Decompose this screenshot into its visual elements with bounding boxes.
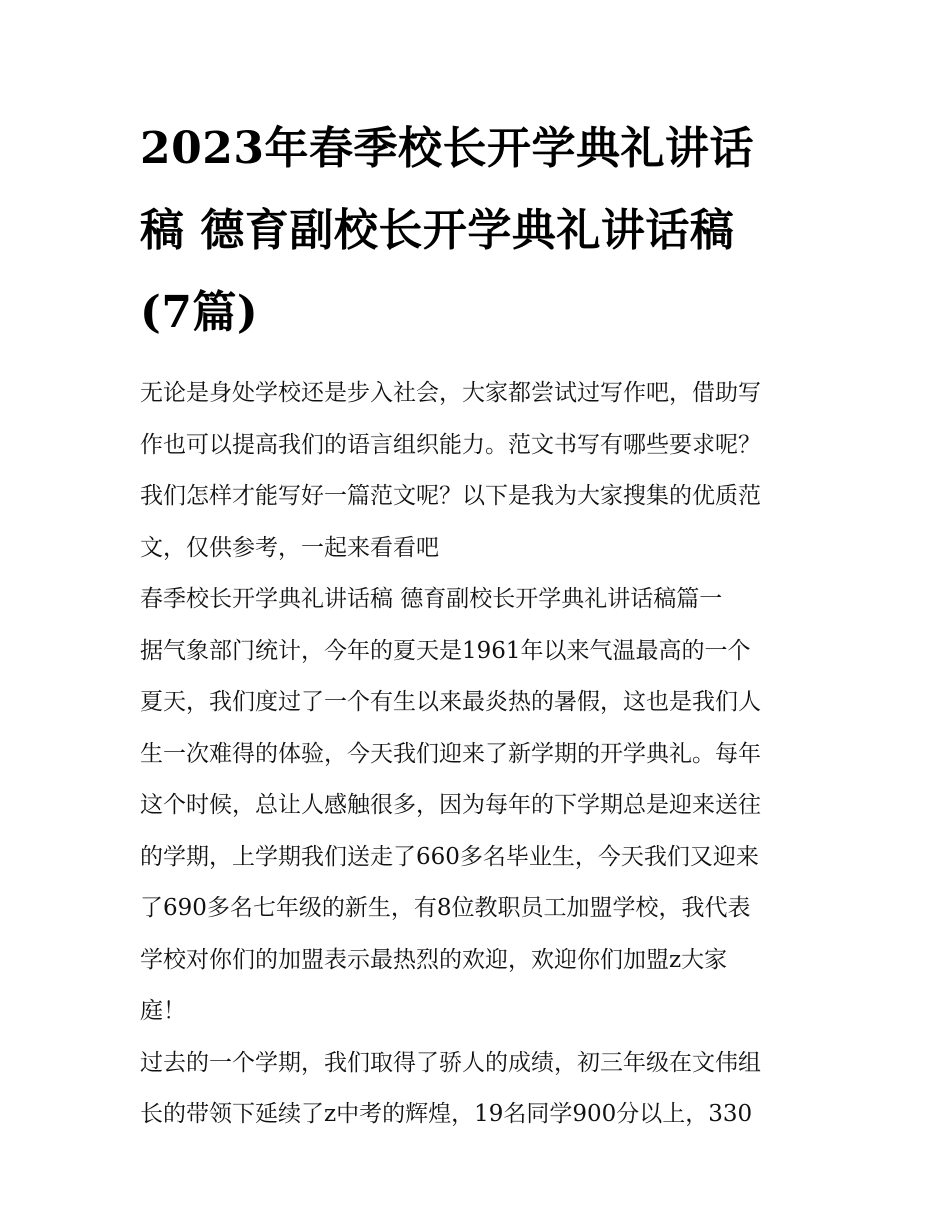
paragraph-line: 长的带领下延续了z中考的辉煌，19名同学900分以上，330 xyxy=(140,1101,753,1127)
title-line: 稿 德育副校长开学典礼讲话稿 xyxy=(140,205,735,256)
document-title xyxy=(140,108,820,354)
paragraph-line: 庭！ xyxy=(140,998,186,1024)
paragraph-line: 了690多名七年级的新生，有8位教职员工加盟学校，我代表 xyxy=(140,895,751,921)
document-body xyxy=(140,368,820,1141)
intro-paragraph-line: 作也可以提高我们的语言组织能力。范文书写有哪些要求呢？ xyxy=(140,431,761,458)
section-heading: 春季校长开学典礼讲话稿 德育副校长开学典礼讲话稿篇一 xyxy=(140,586,723,612)
paragraph-line: 的学期，上学期我们送走了660多名毕业生，今天我们又迎来 xyxy=(140,843,759,870)
title-line: 2023年春季校长开学典礼讲话 xyxy=(140,123,754,174)
intro-paragraph-line: 无论是身处学校还是步入社会，大家都尝试过写作吧，借助写 xyxy=(140,380,761,406)
paragraph-line: 夏天，我们度过了一个有生以来最炎热的暑假，这也是我们人 xyxy=(140,689,761,715)
intro-paragraph-line: 我们怎样才能写好一篇范文呢？以下是我为大家搜集的优质范 xyxy=(140,483,761,509)
paragraph-line: 据气象部门统计，今年的夏天是1961年以来气温最高的一个 xyxy=(140,637,751,664)
document-page xyxy=(140,108,820,1141)
paragraph-line: 生一次难得的体验，今天我们迎来了新学期的开学典礼。每年 xyxy=(140,740,761,767)
paragraph-line: 过去的一个学期，我们取得了骄人的成绩，初三年级在文伟组 xyxy=(140,1049,761,1076)
paragraph-line: 这个时候，总让人感触很多，因为每年的下学期总是迎来送往 xyxy=(140,792,761,818)
paragraph-line: 学校对你们的加盟表示最热烈的欢迎，欢迎你们加盟z大家 xyxy=(140,946,728,973)
title-line: (7篇) xyxy=(140,287,259,338)
intro-paragraph-line: 文，仅供参考，一起来看看吧 xyxy=(140,534,439,561)
